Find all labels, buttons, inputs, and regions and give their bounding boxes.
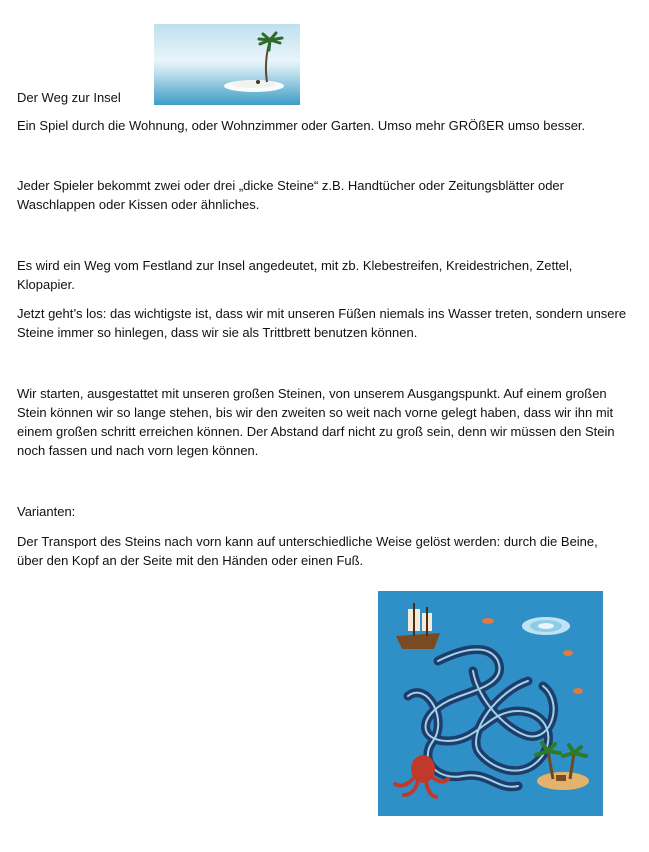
whirlpool-icon (522, 617, 570, 635)
paragraph-5: Wir starten, ausgestattet mit unseren großen Steinen, von unserem Ausgangspunkt. Auf einem großen Stein können wir so lange stehen, bis wir den zweiten so weit nach vorne gelegt haben, dass wir ihn mit einem großen schritt erreichen können. Der Abstand darf nicht zu groß sein, denn wir müssen den Stein noch fassen und nach vorn legen können. (17, 386, 615, 458)
document-title: Der Weg zur Insel (17, 90, 121, 105)
paragraph-3: Es wird ein Weg vom Festland zur Insel angedeutet, mit zb. Klebestreifen, Kreidestrichen, Zettel, Klopapier. (17, 258, 573, 292)
paragraph-7: Der Transport des Steins nach vorn kann auf unterschiedliche Weise gelöst werden: durch die Beine, über den Kopf an der Seite mit den Händen oder einen Fuß. (17, 534, 598, 568)
paragraph-2: Jeder Spieler bekommt zwei oder drei „dicke Steine“ z.B. Handtücher oder Zeitungsblätter oder Waschlappen oder Kissen oder ähnliches. (17, 178, 564, 212)
island-photo (154, 24, 300, 105)
paragraph-varianten: Varianten: (17, 504, 76, 519)
paragraph-4: Jetzt geht’s los: das wichtigste ist, dass wir mit unseren Füßen niemals ins Wasser treten, sondern unsere Steine immer so hinlegen, dass wir sie als Trittbrett benutzen können. (17, 306, 627, 340)
maze-illustration (378, 591, 603, 816)
paragraph-1: Ein Spiel durch die Wohnung, oder Wohnzimmer oder Garten. Umso mehr GRÖßER umso besser. (17, 118, 586, 133)
